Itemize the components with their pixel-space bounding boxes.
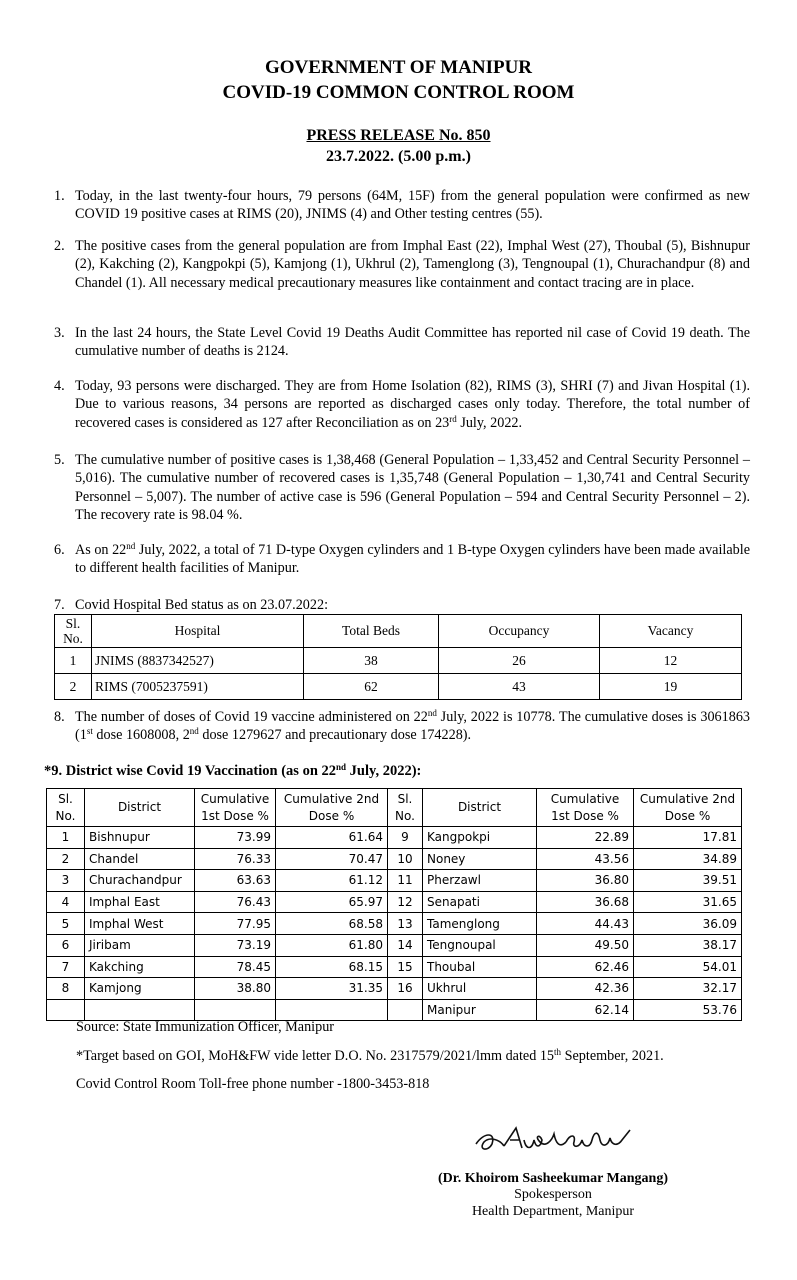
item-text-part: July, 2022 is 10778. The cumulative doses is 3061863 (1 xyxy=(75,709,751,744)
superscript: nd xyxy=(427,708,437,718)
cell-dose1: 42.36 xyxy=(537,978,634,1000)
cell-sl: 12 xyxy=(388,891,423,913)
cell-occupancy: 26 xyxy=(439,648,600,674)
cell-sl: 9 xyxy=(388,827,423,849)
cell-dose1: 43.56 xyxy=(537,848,634,870)
cell-dose2: 68.15 xyxy=(276,956,388,978)
cell-dose1: 36.80 xyxy=(537,870,634,892)
col-header-sl: Sl. No. xyxy=(388,789,423,827)
col-header-dose1: Cumulative 1st Dose % xyxy=(537,789,634,827)
superscript: rd xyxy=(449,413,457,424)
col-header-occupancy: Occupancy xyxy=(439,615,600,648)
item-text-part: The number of doses of Covid 19 vaccine administered on 22 xyxy=(75,709,428,725)
cell-district: Noney xyxy=(423,848,537,870)
superscript: th xyxy=(554,1047,562,1057)
cell-total-beds: 62 xyxy=(304,674,439,700)
cell-dose1: 76.43 xyxy=(195,891,276,913)
cell-sl: 15 xyxy=(388,956,423,978)
cell-district: Manipur xyxy=(423,999,537,1021)
cell-sl: 1 xyxy=(47,827,85,849)
item-text: In the last 24 hours, the State Level Covid 19 Deaths Audit Committee has reported nil case of Covid 19 death. The cumulative number of deaths is 2124. xyxy=(75,325,750,360)
table-row xyxy=(47,870,742,892)
heading-text-part: July, 2022): xyxy=(346,763,422,779)
press-release-number: PRESS RELEASE No. 850 xyxy=(306,127,491,144)
cell-dose2: 61.64 xyxy=(276,827,388,849)
cell-total-beds: 38 xyxy=(304,648,439,674)
cell-district: Ukhrul xyxy=(423,978,537,1000)
cell-dose1: 76.33 xyxy=(195,848,276,870)
cell-vacancy: 12 xyxy=(600,648,742,674)
cell-district: Thoubal xyxy=(423,956,537,978)
cell-district: Imphal East xyxy=(85,891,195,913)
cell-dose1: 49.50 xyxy=(537,934,634,956)
item-text xyxy=(75,377,750,432)
cell-dose1: 78.45 xyxy=(195,956,276,978)
table-row xyxy=(55,648,742,674)
item-2 xyxy=(54,237,750,292)
bed-status-table xyxy=(54,614,742,700)
item-number: 2. xyxy=(54,238,65,254)
cell-sl xyxy=(388,999,423,1021)
cell-sl: 7 xyxy=(47,956,85,978)
cell-district: Imphal West xyxy=(85,913,195,935)
tollfree-note: Covid Control Room Toll-free phone number -1800-3453-818 xyxy=(76,1076,430,1092)
col-header-district: District xyxy=(85,789,195,827)
item-number: 7. xyxy=(54,597,65,613)
cell-district: Tengnoupal xyxy=(423,934,537,956)
cell-dose2: 34.89 xyxy=(634,848,742,870)
press-release-datetime: 23.7.2022. (5.00 p.m.) xyxy=(326,148,471,165)
cell-dose1: 44.43 xyxy=(537,913,634,935)
cell-district: Tamenglong xyxy=(423,913,537,935)
cell-dose2: 53.76 xyxy=(634,999,742,1021)
item-7 xyxy=(54,596,750,614)
note-text-part: September, 2021. xyxy=(561,1048,664,1064)
cell-dose2: 61.12 xyxy=(276,870,388,892)
item-text xyxy=(75,541,750,578)
item-3 xyxy=(54,324,750,361)
table-row xyxy=(47,978,742,1000)
cell-sl: 16 xyxy=(388,978,423,1000)
cell-dose1: 22.89 xyxy=(537,827,634,849)
cell-sl: 2 xyxy=(47,848,85,870)
section-9-heading xyxy=(44,763,421,780)
item-4 xyxy=(54,377,750,432)
col-header-sl: Sl. No. xyxy=(55,615,92,648)
cell-dose2: 70.47 xyxy=(276,848,388,870)
cell-sl: 6 xyxy=(47,934,85,956)
table-row xyxy=(47,848,742,870)
cell-dose1: 73.19 xyxy=(195,934,276,956)
table-row xyxy=(55,674,742,700)
signatory-role: Spokesperson xyxy=(514,1187,592,1202)
cell-hospital: RIMS (7005237591) xyxy=(92,674,304,700)
cell-dose1: 38.80 xyxy=(195,978,276,1000)
item-number: 8. xyxy=(54,709,65,725)
table-header-row xyxy=(55,615,742,648)
cell-dose2: 54.01 xyxy=(634,956,742,978)
vaccination-table xyxy=(46,788,742,1021)
col-header-dose1: Cumulative 1st Dose % xyxy=(195,789,276,827)
col-header-vacancy: Vacancy xyxy=(600,615,742,648)
source-note: Source: State Immunization Officer, Manipur xyxy=(76,1019,335,1035)
item-text: The positive cases from the general population are from Imphal East (22), Imphal West (27), Thoubal (5), Bishnupur (2), Kakching (2), Kangpokpi (5), Kamjong (1), Ukhrul (2), Tamenglong (3), Tengnoupal (1), Churachandpur (8) and Chandel (1). All necessary medical precautionary measures like containment and contact tracing are in place. xyxy=(75,238,750,291)
cell-dose2: 17.81 xyxy=(634,827,742,849)
cell-dose1: 63.63 xyxy=(195,870,276,892)
item-text-part: Today, 93 persons were discharged. They are from Home Isolation (82), RIMS (3), SHRI (7) and Jivan Hospital (1). Due to various reasons, 34 persons are reported as discharged cases only today. Therefore, the total number of recovered cases is considered as 127 after Reconciliation as on 23 xyxy=(75,378,750,431)
cell-sl: 10 xyxy=(388,848,423,870)
table-row xyxy=(47,913,742,935)
col-header-district: District xyxy=(423,789,537,827)
cell-dose2: 38.17 xyxy=(634,934,742,956)
col-header-sl: Sl. No. xyxy=(47,789,85,827)
col-header-dose2: Cumulative 2nd Dose % xyxy=(276,789,388,827)
item-text-part: dose 1608008, 2 xyxy=(92,727,190,744)
table-row xyxy=(47,827,742,849)
cell-dose2: 32.17 xyxy=(634,978,742,1000)
superscript: nd xyxy=(336,762,347,772)
table-row xyxy=(47,934,742,956)
cell-district: Kamjong xyxy=(85,978,195,1000)
heading-text-part: *9. District wise Covid 19 Vaccination (as on 22 xyxy=(44,763,337,779)
cell-district: Churachandpur xyxy=(85,870,195,892)
cell-dose2: 36.09 xyxy=(634,913,742,935)
cell-dose1: 36.68 xyxy=(537,891,634,913)
item-number: 5. xyxy=(54,452,65,468)
item-text-part: As on 22 xyxy=(75,542,127,558)
cell-hospital: JNIMS (8837342527) xyxy=(92,648,304,674)
cell-dose2: 68.58 xyxy=(276,913,388,935)
item-number: 4. xyxy=(54,378,65,394)
superscript: nd xyxy=(189,726,199,737)
cell-dose2: 31.35 xyxy=(276,978,388,1000)
govt-title: GOVERNMENT OF MANIPUR xyxy=(264,57,533,78)
item-text: Today, in the last twenty-four hours, 79 persons (64M, 15F) from the general population were confirmed as new COVID 19 positive cases at RIMS (20), JNIMS (4) and Other testing centres (55). xyxy=(75,188,750,223)
item-text xyxy=(75,708,750,745)
cell-district: Senapati xyxy=(423,891,537,913)
cell-dose1: 77.95 xyxy=(195,913,276,935)
cell-sl: 1 xyxy=(55,648,92,674)
item-number: 6. xyxy=(54,542,65,558)
cell-dose1: 62.46 xyxy=(537,956,634,978)
cell-district: Jiribam xyxy=(85,934,195,956)
cell-sl: 3 xyxy=(47,870,85,892)
item-text: Covid Hospital Bed status as on 23.07.2022: xyxy=(75,597,329,613)
cell-dose2: 39.51 xyxy=(634,870,742,892)
table-row xyxy=(47,956,742,978)
cell-dose1: 62.14 xyxy=(537,999,634,1021)
cell-dose2: 31.65 xyxy=(634,891,742,913)
signature xyxy=(470,1120,640,1160)
table-row xyxy=(47,891,742,913)
superscript: st xyxy=(86,726,93,737)
item-text: The cumulative number of positive cases is 1,38,468 (General Population – 1,33,452 and Central Security Personnel – 5,016). The cumulative number of recovered cases is 1,35,748 (General Population – 1,30,741 and Central Security Personnel – 5,007). The number of active case is 596 (General Population – 594 and Central Security Personnel – 2). The recovery rate is 98.04 %. xyxy=(75,452,750,523)
item-text-part: July, 2022, a total of 71 D-type Oxygen cylinders and 1 B-type Oxygen cylinders have been made available to different health facilities of Manipur. xyxy=(75,542,750,577)
item-text-part: July, 2022. xyxy=(456,414,523,431)
item-number: 1. xyxy=(54,188,65,204)
superscript: nd xyxy=(126,541,136,551)
col-header-dose2: Cumulative 2nd Dose % xyxy=(634,789,742,827)
control-room-title: COVID-19 COMMON CONTROL ROOM xyxy=(222,82,575,103)
item-6 xyxy=(54,541,750,578)
cell-sl: 4 xyxy=(47,891,85,913)
signatory-department: Health Department, Manipur xyxy=(471,1204,635,1219)
cell-district: Bishnupur xyxy=(85,827,195,849)
col-header-total-beds: Total Beds xyxy=(304,615,439,648)
cell-sl: 2 xyxy=(55,674,92,700)
item-8 xyxy=(54,708,750,745)
target-note xyxy=(76,1047,664,1065)
cell-vacancy: 19 xyxy=(600,674,742,700)
cell-sl: 5 xyxy=(47,913,85,935)
item-number: 3. xyxy=(54,325,65,341)
cell-sl: 8 xyxy=(47,978,85,1000)
item-text-part: dose 1279627 and precautionary dose 174228). xyxy=(198,727,472,744)
item-1 xyxy=(54,187,750,224)
cell-dose2: 61.80 xyxy=(276,934,388,956)
cell-district: Chandel xyxy=(85,848,195,870)
cell-sl: 14 xyxy=(388,934,423,956)
note-text-part: *Target based on GOI, MoH&FW vide letter D.O. No. 2317579/2021/lmm dated 15 xyxy=(76,1048,555,1064)
col-header-hospital: Hospital xyxy=(92,615,304,648)
cell-occupancy: 43 xyxy=(439,674,600,700)
signatory-name: (Dr. Khoirom Sasheekumar Mangang) xyxy=(438,1171,668,1186)
cell-dose2: 65.97 xyxy=(276,891,388,913)
cell-sl: 11 xyxy=(388,870,423,892)
cell-dose1: 73.99 xyxy=(195,827,276,849)
cell-district: Kakching xyxy=(85,956,195,978)
item-5 xyxy=(54,451,750,524)
cell-district: Kangpokpi xyxy=(423,827,537,849)
cell-district: Pherzawl xyxy=(423,870,537,892)
table-header-row xyxy=(47,789,742,827)
cell-sl: 13 xyxy=(388,913,423,935)
